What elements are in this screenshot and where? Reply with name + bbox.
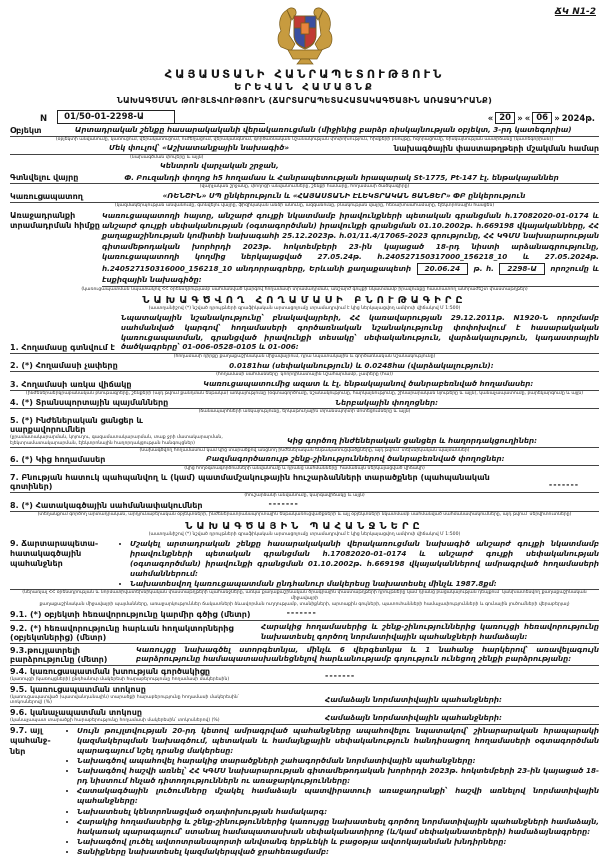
item5-row	[10, 416, 599, 447]
location-row	[10, 173, 599, 185]
basis-text-part1: Կառուցապատողի հայտը, անշարժ գույքի նկատմամբ իրավունքների պետական գրանցման հ.17082020-01-0174 և անշարժ գույքի սեփականության (օգտագործման) իրավունքի գրանցման 01.10.2002թ. հ.669198 վկայականները, ՀՀ քաղաքաշինության կոմիտեի նախագահի 25.12.2023թ. հ.01/11.4/17065-2023 գրությունը, ՀՀ ԿԳՄՍ նախարարության գիտամեթոդական խորհրդի 2023թ. հոկտեմբերի 23-ին կայացած 18-րդ նիստի արձանագրությունը, կառուցապատողի կողմից ներկայացված 27.05.24թ. հ.240527150317000_156218_10 և 27.05.2024թ. հ.240527150316000_156218_10 անդորրագրերը, Երևանի քաղաքապետի	[102, 210, 599, 273]
item93-row	[10, 645, 599, 666]
item3-label: 3. Հողամասի առկա վիճակը	[10, 379, 132, 389]
item96-label: 9.6. կանաչապատման տոկոսը	[10, 708, 142, 718]
item1-value: Նպատակային նշանակությունը՝ բնակավայրերի, ՀՀ կառավարության 29.12.2011թ. N1920-Ն որոշմամբ սահմանված կարգով՝ հողամասերի գործառնական նշանակությունը փոփոխվում է հասարակական կառուցապատման, գրանցված իրավունքի տեսակը՝ սեփականություն, վարձակալություն, կադաստրային ծածկագրերը՝ 01-006-0528-0105 և 01-006:	[120, 313, 599, 352]
item9-bullets	[118, 539, 599, 589]
item93-value: Կառույցը նախագծել ստորգետնյա, մինչև 6 վերգետնյա և 1 նահանջ հարկերով՝ առավելագույն բարձրությունը համապատասխանեցնելով հարևանությամբ գոյություն ունեցող շենքի բարձրությանը:	[136, 644, 599, 664]
phase-value: Մեկ փուլով՝ «Աշխատանքային նախագիծ»	[108, 143, 289, 153]
section1-title: ՆԱԽԱԳԾՎՈՂ ՀՈՂԱՄԱՍԻ ԲՆՈՒԹԱԳԻՐԸ	[142, 295, 467, 307]
item2-label: 2. (*) Հողամասի չափերը	[10, 361, 118, 371]
permit-number-field[interactable]: 01/50-01-2298-Ա	[57, 110, 175, 124]
item8-label: 8. (*) Հատակագծային սահմանափակումներ	[10, 501, 203, 511]
item9-note2: քաղաքաշինական միջավայրի պայմանները, առաջարկություններ ճակատների ձևավորման ուղղությամբ, տանիքների, արտաքին գույների, պատուհանների համաչափությունների և գունային լուծումների վերաբերյալ)	[39, 601, 570, 607]
item96-value: Համաձայն նորմատիվային պահանջների:	[325, 713, 502, 723]
section2-title: ՆԱԽԱԳԾԱՅԻՆ ՊԱՀԱՆՋՆԵՐԸ	[185, 520, 424, 532]
item1-row	[10, 313, 599, 354]
section2-subtitle: (աստղանիշով (*) նշված դրույթների գրաֆիկական արտացոլումը տրամադրվում է կից ներկայացվող ամփոփ վիճակով Մ 1:500)	[148, 531, 461, 537]
item5-value: Կից գործող ինժեներական ցանցեր և հաղորդակցուղիներ:	[287, 435, 537, 445]
phase-right-label: նախագծային փաստաթղթերի մշակման համար	[393, 144, 599, 154]
item91-row	[10, 608, 599, 621]
item9-row	[10, 539, 599, 589]
item95-label: 9.5. կառուցապատման տոկոսը	[10, 684, 146, 694]
item97-bullet: • Նախագծով ապահովել հարակից տարածքների շահագործման նորմատիվային պահանջները:	[77, 756, 599, 766]
item96-note: (կանաչապատ տարածքի հարաբերությունը հողամասի մակերեսին՝ տոկոսներով) (%)	[10, 718, 220, 724]
basis-decision-number-field[interactable]: 2298-Ա	[499, 263, 544, 275]
title-municipality: ԵՐԵՎԱՆ ՀԱՄԱՅՆՔ	[234, 82, 375, 93]
item4-row	[10, 398, 599, 410]
armenia-coat-of-arms-icon	[272, 5, 338, 65]
date-year: 2024թ.	[561, 114, 595, 124]
basis-text-part2: որոշումը և էսքիզային նախագիծը:	[102, 263, 599, 285]
date-month-field[interactable]: 06	[532, 112, 552, 124]
item95-value: Համաձայն նորմատիվային պահանջների:	[325, 695, 502, 705]
item1-label: 1. Հողամասը գտնվում է	[10, 342, 115, 352]
item92-label: 9.2. (*) հեռավորությունը հարևան հողակտորներից (օբյեկտներից) (մետր)	[10, 623, 234, 642]
item4-note: (ճանապարհների առկայությունը, երկաթուղային տրանսպորտի մոտեցումները և այլն)	[198, 409, 411, 415]
quote-open: «	[524, 114, 531, 124]
quote-close: »	[517, 114, 523, 124]
item95-label-block	[10, 685, 265, 706]
item6-row	[10, 454, 599, 466]
item97-bullet: • Նախագծով հաշվի առնել՝ ՀՀ ԿԳՄՍ նախարարության գիտամեթոդական խորհրդի 2023թ. հոկտեմբերի 23-ին կայացած 18-րդ նիստում հնչած դիտողություններն ու առաջարկությունները:	[77, 766, 599, 786]
item95-note: (կառուցապատված (պատվանդանային) տարածքի հարաբերությունը հողամասի մակերեսին՝ տոկոսներով) (%)	[10, 694, 239, 706]
item97-bullet: • Նախատեսել կենտրոնացված օդափոխության համակարգ:	[77, 807, 599, 817]
object-value: Արտադրական շենքը հասարակականի վերակառուցման (միջինից բարձր ռիսկայնության օբյեկտ, 3-րդ կատեգորիա)	[74, 125, 572, 134]
object-label: Օբյեկտ	[10, 125, 42, 135]
item7-label: 7. Բնության հատուկ պահպանվող և (կամ) պատմամշակութային հուշարձանների տարածքներ (պահպանական գոտիներ)	[10, 472, 490, 491]
basis-mid-text: թ. հ.	[473, 263, 494, 273]
item7-note: (հուշարձանի անվանումը, կարգավիճակը և այլն)	[244, 492, 365, 498]
item97-row	[10, 726, 599, 857]
title-document: ՆԱԽԱԳԾՄԱՆ ԹՈՒՅԼՏՎՈՒԹՅՈՒՆ (ՃԱՐՏԱՐԱՊԵՏԱՀԱՏԱԿԱԳԾԱՅԻՆ ԱՌԱՋԱԴՐԱՆՔ)	[116, 95, 493, 105]
item91-label: 9.1. (*) օբյեկտի հեռավորությունը կարմիր գծից (մետր)	[10, 610, 251, 620]
item2-row	[10, 361, 599, 373]
item8-row	[10, 499, 599, 512]
item92-row	[10, 622, 599, 643]
location-label: Գտնվելու վայրը	[10, 173, 79, 183]
form-code: ՃԿ N1-2	[554, 7, 596, 17]
item6-value: Բազմագործառույթ շենք-շինություններով ծանրաբեռնված փողոցներ:	[205, 454, 505, 464]
item96-row	[10, 708, 599, 725]
item94-note: (կառույցի (կառույցների) ընդհանուր մակերեսի հարաբերությունը հողամասի մակերեսին)	[10, 676, 230, 682]
quote-open: «	[487, 114, 494, 124]
item3-value: Կառուցապատումից ազատ և էլ. ենթակայանով ծանրաբեռնված հողամասեր:	[203, 379, 534, 389]
basis-date-field[interactable]: 20.06.24	[417, 263, 468, 275]
item5-sidenote: (ջրամատակարարման, կոյուղու, գազամատակարարման, տաք ջրի մատակարարման, էլեկտրամատակարարման, էլեկտրոնային հաղորդակցության հանգույցներ)	[10, 435, 223, 446]
item9-note1: (ներառյալ ՀՀ օրենսդրության և նորմատիվատեխնիկական փաստաթղթերի պահանջները, առկա քաղաքաշինական ծրագրային փաստաթղթերի դրույթները կամ դրանց բացակայության դեպքում՝ կանխատեսվող քաղաքաշինական միջավայրի	[10, 589, 599, 601]
item97-bullet: • Նախագծով լուծել ավտոտրանսպորտի անվտանգ երթևեկի և բացօթյա ավտոկայանման խնդիրները:	[77, 837, 599, 847]
item97-bullets	[65, 726, 599, 857]
coat-of-arms	[10, 5, 599, 65]
item94-row	[10, 667, 599, 684]
quote-close: »	[554, 114, 560, 124]
item94-label-block	[10, 667, 265, 683]
developer-label: Կառուցապատող	[10, 191, 83, 201]
item2-note: (հողամասի սահմանները՝ կոորդինատային նշահարմամբ, չափերը (հա))	[216, 372, 393, 378]
item7-row	[10, 473, 599, 493]
item9-bullet: • Նախատեսվող կառուցապատման ընդհանուր մակերեսը նախատեսել մինչև 1987.8քմ:	[130, 579, 599, 589]
item3-row	[10, 379, 599, 391]
item4-label: 4. (*) Տրանսպորտային պայմանները	[10, 398, 169, 408]
date-day-field[interactable]: 20	[495, 112, 515, 124]
title-country: ՀԱՅԱՍՏԱՆԻ ՀԱՆՐԱՊԵՏՈՒԹՅՈՒՆ	[164, 67, 445, 81]
district-line: Կենտրոն վարչական շրջան,	[160, 160, 279, 170]
item4-value: Ներբակային փողոցներ:	[335, 397, 438, 407]
item5-label: 5. (*) Ինժեներական ցանցեր և սարքավորումներ	[10, 416, 143, 435]
basis-label: Առաջադրանքի տրամադրման հիմքը	[10, 210, 100, 230]
item93-label: 9.3.թույլատրելի բարձրությունը (մետր)	[10, 645, 108, 664]
item97-bullet: • Տանիքները նախատեսել կազմակերպված ջրահեռացմամբ:	[77, 847, 599, 857]
item97-bullet: • Հատակագծային լուծումները մշակել համաձայն պատվիրատուի առաջադրանքի՝ հաշվի առնելով նորմատիվային պահանջները:	[77, 786, 599, 806]
item91-value: -------	[286, 608, 317, 618]
item5-note: (նախագծվող հողամասում կամ կից տարածքով անցնող ինժեներական ենթակառուցվածքները, այդ թվում՝ տեխնիկական պայմաններ)	[139, 447, 470, 453]
location-note: (վարչական շրջանը, փողոցի անվանումները, շենքի համարը, հողամասի ծածկագիրը)	[199, 184, 410, 190]
basis-note: (կառուցապատման նպատակով ՀՀ օրենսդրությամբ սահմանված կարգով հողամասի տրամադրման, անշարժ գույքի նկատմամբ իրավունքը հաստատող անհրաժեշտ փաստաթղթեր)	[81, 286, 528, 292]
phase-note: (նախագծման փուլերը և այլն)	[130, 155, 204, 161]
item6-label: 6. (*) Կից հողամասեր	[10, 454, 106, 464]
item3-note: (ինժեներաերկրաբանական բնութագրերը, շենքերի (այդ թվում քանդման ենթակա) առկայությունը (օգտագործումը, նշանակությունը, հարկայնությունը, շինարարական նյութերը և այլն), կանաչապատումը, բարեկարգումը և այլն)	[25, 390, 584, 396]
location-value: Փ. Բուզանդի փողոց հ5 հողամաս և Հանրապետության հրապարակ St-1775, Pt-147 էլ. ենթակայաններ	[124, 172, 559, 182]
object-row	[10, 125, 599, 137]
item6-note: (կից հողօգտագործումների անվանումը և դրանց սահմանները՝ համաձայն ներկայացված վիճակի)	[184, 465, 425, 471]
item8-value: -------	[268, 499, 299, 509]
item94-label: 9.4. կառուցապատման խտության գործակիցը	[10, 666, 211, 676]
item94-value: -------	[325, 670, 356, 680]
item2-value: 0.0181հա (սեփականություն) և 0.0248հա (վարձակալություն):	[229, 360, 494, 370]
developer-row	[10, 191, 599, 203]
phase-row	[10, 143, 599, 155]
item9-bullet: • Մշակել արտադրական շենքը հասարակականի վերակառուցման նախագիծ անշարժ գույքի նկատմամբ իրավունքների պետական գրանցման հ.17082020-01-0174 և անշարժ գույքի սեփականության (օգտագործման) իրավունքի գրանցման 01.10.2002թ. հ.669198 վկայականներով ամրագրված հողամասերի սահմաններում:	[130, 539, 599, 579]
item97-bullet: • Սույն թույլտվության 20-րդ կետով ամրագրված պահանջները ապահովելու նպատակով՝ շինարարական հրապարակի կազմակերպման նախագծում, պետական և համայնքային սեփականություն հանդիսացող հողամասերի օգտագործման պարագայում նշել դրանց մակերեսը:	[77, 726, 599, 756]
item96-label-block	[10, 708, 265, 724]
item1-note: (հողամասի դիրքը քաղաքաշինական միջավայրում, դրա նպատակային և գործառնական նշանակությունը)	[173, 353, 436, 359]
developer-note: (կազմակերպության անվանումը, գտնվելու վայրը, ֆիզիկական անձի անունը, ազգանունը, բնակության վայրը, հեռախոսահամարը, էլեկտրոնային հասցեն)	[114, 202, 495, 208]
item92-value: Հարակից հողամասերից և շենք-շինություններից կառույցի հեռավորությունը նախատեսել գործող նորմատիվային պահանջների համաձայն:	[261, 622, 599, 641]
item97-bullet: • Հարակից հողամասերից և շենք-շինություններից կառույցը նախատեսել գործող նորմատիվային պահանջների համաձայն, հակառակ պարագայում՝ ստանալ համապատասխան սեփականատիրոջ (և/կամ սեփականատերերի) համաձայնագրերը:	[77, 817, 599, 837]
developer-value: «ՌԵՆՇԻՆ» ՍՊ ընկերություն և «ՀԱՅԱՍՏԱՆԻ ԷԼԵԿՏՐԱԿԱՆ ՑԱՆՑԵՐ» ՓԲ ընկերություն	[162, 191, 526, 201]
number-label: N	[40, 114, 48, 124]
item8-note: (տեղանքում գործող արտադրական, արդյունաբերական օբյեկտների, ինժեներատրանսպորտային ենթակառուցվածքների և այլ օբյեկտների նկատմամբ սահմանված սահմանափակումները, այդ թվում՝ սերվիտուտները)	[37, 512, 572, 518]
object-note: (օբյեկտի անվանումը, կառուցում, վերակառուցում, ուժեղացում, վերականգնում, գործառնական նշանակության փոփոխություն, հիմքերի բնույթը, հզորացումը, ռիսկայնության աստիճանը (կատեգորիան))	[55, 136, 554, 142]
number-continuation-line	[175, 114, 265, 124]
basis-row	[10, 211, 599, 287]
section1-subtitle: (աստղանիշով (*) նշված դրույթների գրաֆիկական արտացոլումը տրամադրվում է կից ներկայացվող ամփոփ վիճակով Մ 1:500)	[148, 306, 461, 312]
item97-label: 9.7. այլ պահանջ- ներ	[10, 725, 51, 756]
item7-value: -------	[548, 479, 580, 489]
number-row	[40, 110, 595, 124]
date-fields	[488, 112, 595, 124]
item95-row	[10, 685, 599, 707]
item9-label: 9. Ճարտարապետա- հատակագծային պահանջներ	[10, 538, 99, 569]
basis-text	[102, 211, 599, 287]
item5-label-block	[10, 416, 225, 446]
